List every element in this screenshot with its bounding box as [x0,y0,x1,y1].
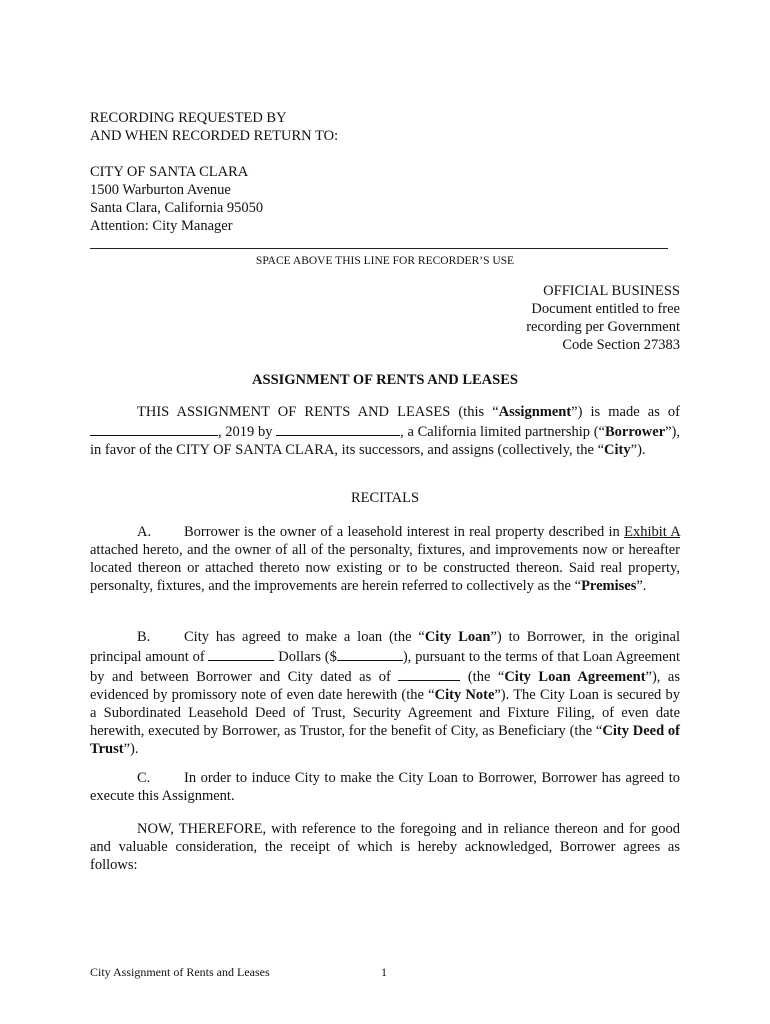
recital-letter: A. [137,524,152,540]
recital-c: C. In order to induce City to make the City Loan to Borrower, Borrower has agreed to execute this Assignment. [90,770,680,804]
amount-figure-blank [337,646,403,661]
official-line: Code Section 27383 [562,337,680,353]
official-line: recording per Government [526,319,680,335]
recital-b: B. City has agreed to make a loan (the “City Loan”) to Borrower, in the original principal amount of Dollars ($ ), pursuant to the terms of that Loan Agreement by and between Borrower and City dated as of (the “City Loan Agreement”), as evidenced by promissory note of even date herewith (the “City Note”). The City Loan is secured by a Subordinated Leasehold Deed of Trust, Security Agreement and Fixture Filing, of even date herewith, executed by Borrower, as Trustor, for the benefit of City, as Beneficiary (the “City Deed of Trust”). [90,629,681,757]
recital-letter: C. [137,770,151,786]
official-line: OFFICIAL BUSINESS [543,283,680,299]
amount-words-blank [208,646,274,661]
footer-label: City Assignment of Rents and Leases [90,965,270,979]
recital-letter: B. [137,629,151,645]
request-line-1: RECORDING REQUESTED BY [90,110,287,126]
recording-request [90,109,338,145]
document-title: ASSIGNMENT OF RENTS AND LEASES [252,372,518,388]
date-blank [90,421,218,436]
address-line: Santa Clara, California 95050 [90,200,264,216]
address-line: Attention: City Manager [90,218,233,234]
exhibit-reference: Exhibit A [624,524,680,540]
request-line-2: AND WHEN RECORDED RETURN TO: [90,128,339,144]
official-line: Document entitled to free [531,301,680,317]
now-therefore-paragraph: NOW, THEREFORE, with reference to the foregoing and in reliance thereon and for good and valuable consideration, the receipt of which is hereby acknowledged, Borrower agrees as follows: [90,821,680,873]
borrower-name-blank [276,421,400,436]
official-business-block [430,282,680,354]
recitals-heading: RECITALS [350,490,420,506]
address-line: 1500 Warburton Avenue [90,182,231,198]
intro-paragraph: THIS ASSIGNMENT OF RENTS AND LEASES (this “Assignment”) is made as of, 2019 by , a California limited partnership (“Borrower”), in favor of the CITY OF SANTA CLARA, its successors, and assigns (collectively, the “City”). [90,404,681,458]
page-number: 1 [381,965,387,979]
return-address [90,163,263,235]
agreement-date-blank [398,666,460,681]
recital-a: A. Borrower is the owner of a leasehold interest in real property described in Exhibit A attached hereto, and the owner of all of the personalty, fixtures, and improvements now or hereafter located thereon or attached thereto now existing or to be constructed thereon. Said real property, personalty, fixtures, and the improvements are herein referred to collectively as the “Premises”. [90,524,680,594]
address-line: CITY OF SANTA CLARA [90,164,249,180]
recorder-note: SPACE ABOVE THIS LINE FOR RECORDER’S USE [255,255,515,267]
recorder-divider [90,248,668,249]
